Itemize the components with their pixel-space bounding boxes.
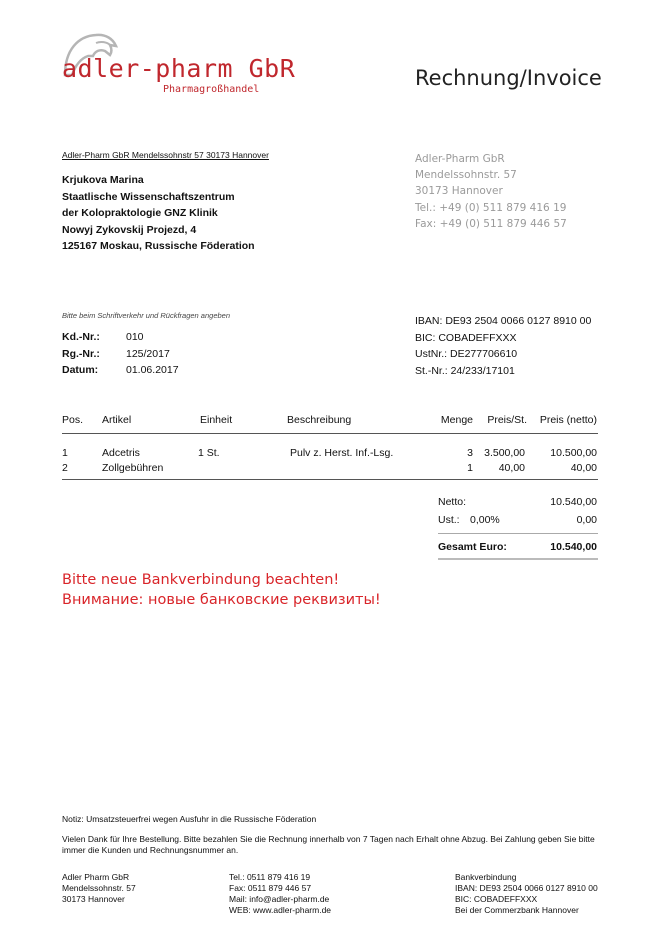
ref-value: 01.06.2017 — [126, 364, 179, 376]
bank-warning-de: Bitte neue Bankverbindung beachten! — [62, 572, 340, 588]
company-address — [415, 151, 567, 232]
footer-line: IBAN: DE93 2504 0066 0127 8910 00 — [455, 883, 598, 893]
company-line: Adler-Pharm GbR — [415, 153, 505, 165]
row-netto: 40,00 — [570, 462, 597, 474]
footer-thanks: Vielen Dank für Ihre Bestellung. Bitte bezahlen Sie die Rechnung innerhalb von 7 Tagen nach Erhalt ohne Abzug. Bei Zahlung geben Sie bitte immer die Kunden und Rechnungsnummer an. — [62, 834, 595, 855]
row-preis: 3.500,00 — [484, 447, 525, 459]
footer-line: Fax: 0511 879 446 57 — [229, 883, 312, 893]
row-menge: 1 — [467, 462, 473, 474]
footer-contact — [229, 872, 331, 916]
row-netto: 10.500,00 — [550, 447, 597, 459]
row-beschreibung: Pulv z. Herst. Inf.-Lsg. — [290, 447, 394, 459]
recipient-line: Krjukova Marina — [62, 174, 144, 186]
header-artikel: Artikel — [102, 414, 132, 426]
document-title: Rechnung/Invoice — [415, 66, 602, 90]
ust-value: 0,00 — [576, 514, 597, 526]
company-line: 30173 Hannover — [415, 185, 503, 198]
row-artikel: Adcetris — [102, 447, 140, 459]
row-menge: 3 — [467, 447, 473, 459]
row-einheit: 1 St. — [198, 447, 220, 459]
sender-line: Adler-Pharm GbR Mendelssohnstr 57 30173 Hannover — [62, 150, 269, 160]
netto-value: 10.540,00 — [550, 496, 597, 508]
header-menge: Menge — [440, 414, 473, 426]
header-netto: Preis (netto) — [539, 414, 597, 426]
footer-line: Bei der Commerzbank Hannover — [455, 905, 579, 915]
footer-line: BIC: COBADEFFXXX — [455, 894, 538, 904]
logo-tagline: Pharmagroßhandel — [163, 84, 260, 95]
footer-line: Adler Pharm GbR — [62, 872, 130, 882]
row-pos: 2 — [62, 462, 68, 474]
row-preis: 40,00 — [498, 462, 525, 474]
reference-hint: Bitte beim Schriftverkehr und Rückfragen angeben — [62, 311, 231, 320]
footer-address — [62, 872, 136, 905]
company-line: Fax: +49 (0) 511 879 446 57 — [415, 217, 567, 230]
footer-line: Bankverbindung — [455, 872, 517, 882]
row-artikel: Zollgebühren — [102, 462, 164, 474]
ref-label: Datum: — [62, 364, 99, 376]
header-einheit: Einheit — [200, 414, 233, 426]
bank-line: BIC: COBADEFFXXX — [415, 331, 517, 344]
header-divider — [62, 433, 598, 434]
footer-line: Mendelssohnstr. 57 — [62, 883, 136, 893]
ref-row — [62, 346, 179, 363]
footer-note: Notiz: Umsatzsteuerfrei wegen Ausfuhr in die Russische Föderation — [62, 814, 317, 824]
ref-row — [62, 329, 179, 346]
ref-row — [62, 362, 179, 379]
ref-value: 010 — [126, 331, 144, 343]
rows-divider — [62, 479, 598, 480]
totals-divider — [438, 533, 598, 534]
footer-bank — [455, 872, 598, 916]
gesamt-underline — [438, 558, 598, 560]
bank-details — [415, 313, 591, 379]
recipient-line: Nowyj Zykovskij Projezd, 4 — [62, 223, 197, 236]
recipient-line: 125167 Moskau, Russische Föderation — [62, 240, 255, 252]
recipient-address — [62, 172, 255, 255]
recipient-line: Staatlische Wissenschaftszentrum — [62, 190, 235, 203]
company-line: Mendelssohnstr. 57 — [415, 169, 517, 182]
footer-line: WEB: www.adler-pharm.de — [229, 905, 332, 915]
reference-block — [62, 329, 179, 379]
logo-name: adler-pharm GbR — [62, 54, 296, 83]
bank-line: IBAN: DE93 2504 0066 0127 8910 00 — [415, 315, 592, 327]
header-pos: Pos. — [62, 414, 84, 426]
ref-label: Kd.-Nr.: — [62, 331, 100, 343]
footer-line: 30173 Hannover — [62, 894, 125, 904]
ust-label: Ust.: — [438, 514, 460, 526]
footer-line: Mail: info@adler-pharm.de — [229, 894, 330, 904]
recipient-line: der Kolopraktologie GNZ Klinik — [62, 207, 218, 219]
netto-label: Netto: — [438, 496, 467, 508]
gesamt-label: Gesamt Euro: — [438, 541, 507, 553]
bank-line: St.-Nr.: 24/233/17101 — [415, 364, 515, 377]
bank-warning-ru: Внимание: новые банковские реквизиты! — [62, 592, 381, 608]
header-beschreibung: Beschreibung — [287, 414, 352, 426]
bank-line: UstNr.: DE277706610 — [415, 348, 518, 360]
company-line: Tel.: +49 (0) 511 879 416 19 — [415, 201, 567, 214]
header-preis: Preis/St. — [487, 414, 527, 426]
ref-label: Rg.-Nr.: — [62, 347, 100, 360]
ust-rate: 0,00% — [470, 514, 500, 526]
footer-line: Tel.: 0511 879 416 19 — [229, 872, 311, 882]
ref-value: 125/2017 — [126, 347, 170, 360]
row-pos: 1 — [62, 447, 68, 459]
gesamt-value: 10.540,00 — [550, 541, 597, 553]
